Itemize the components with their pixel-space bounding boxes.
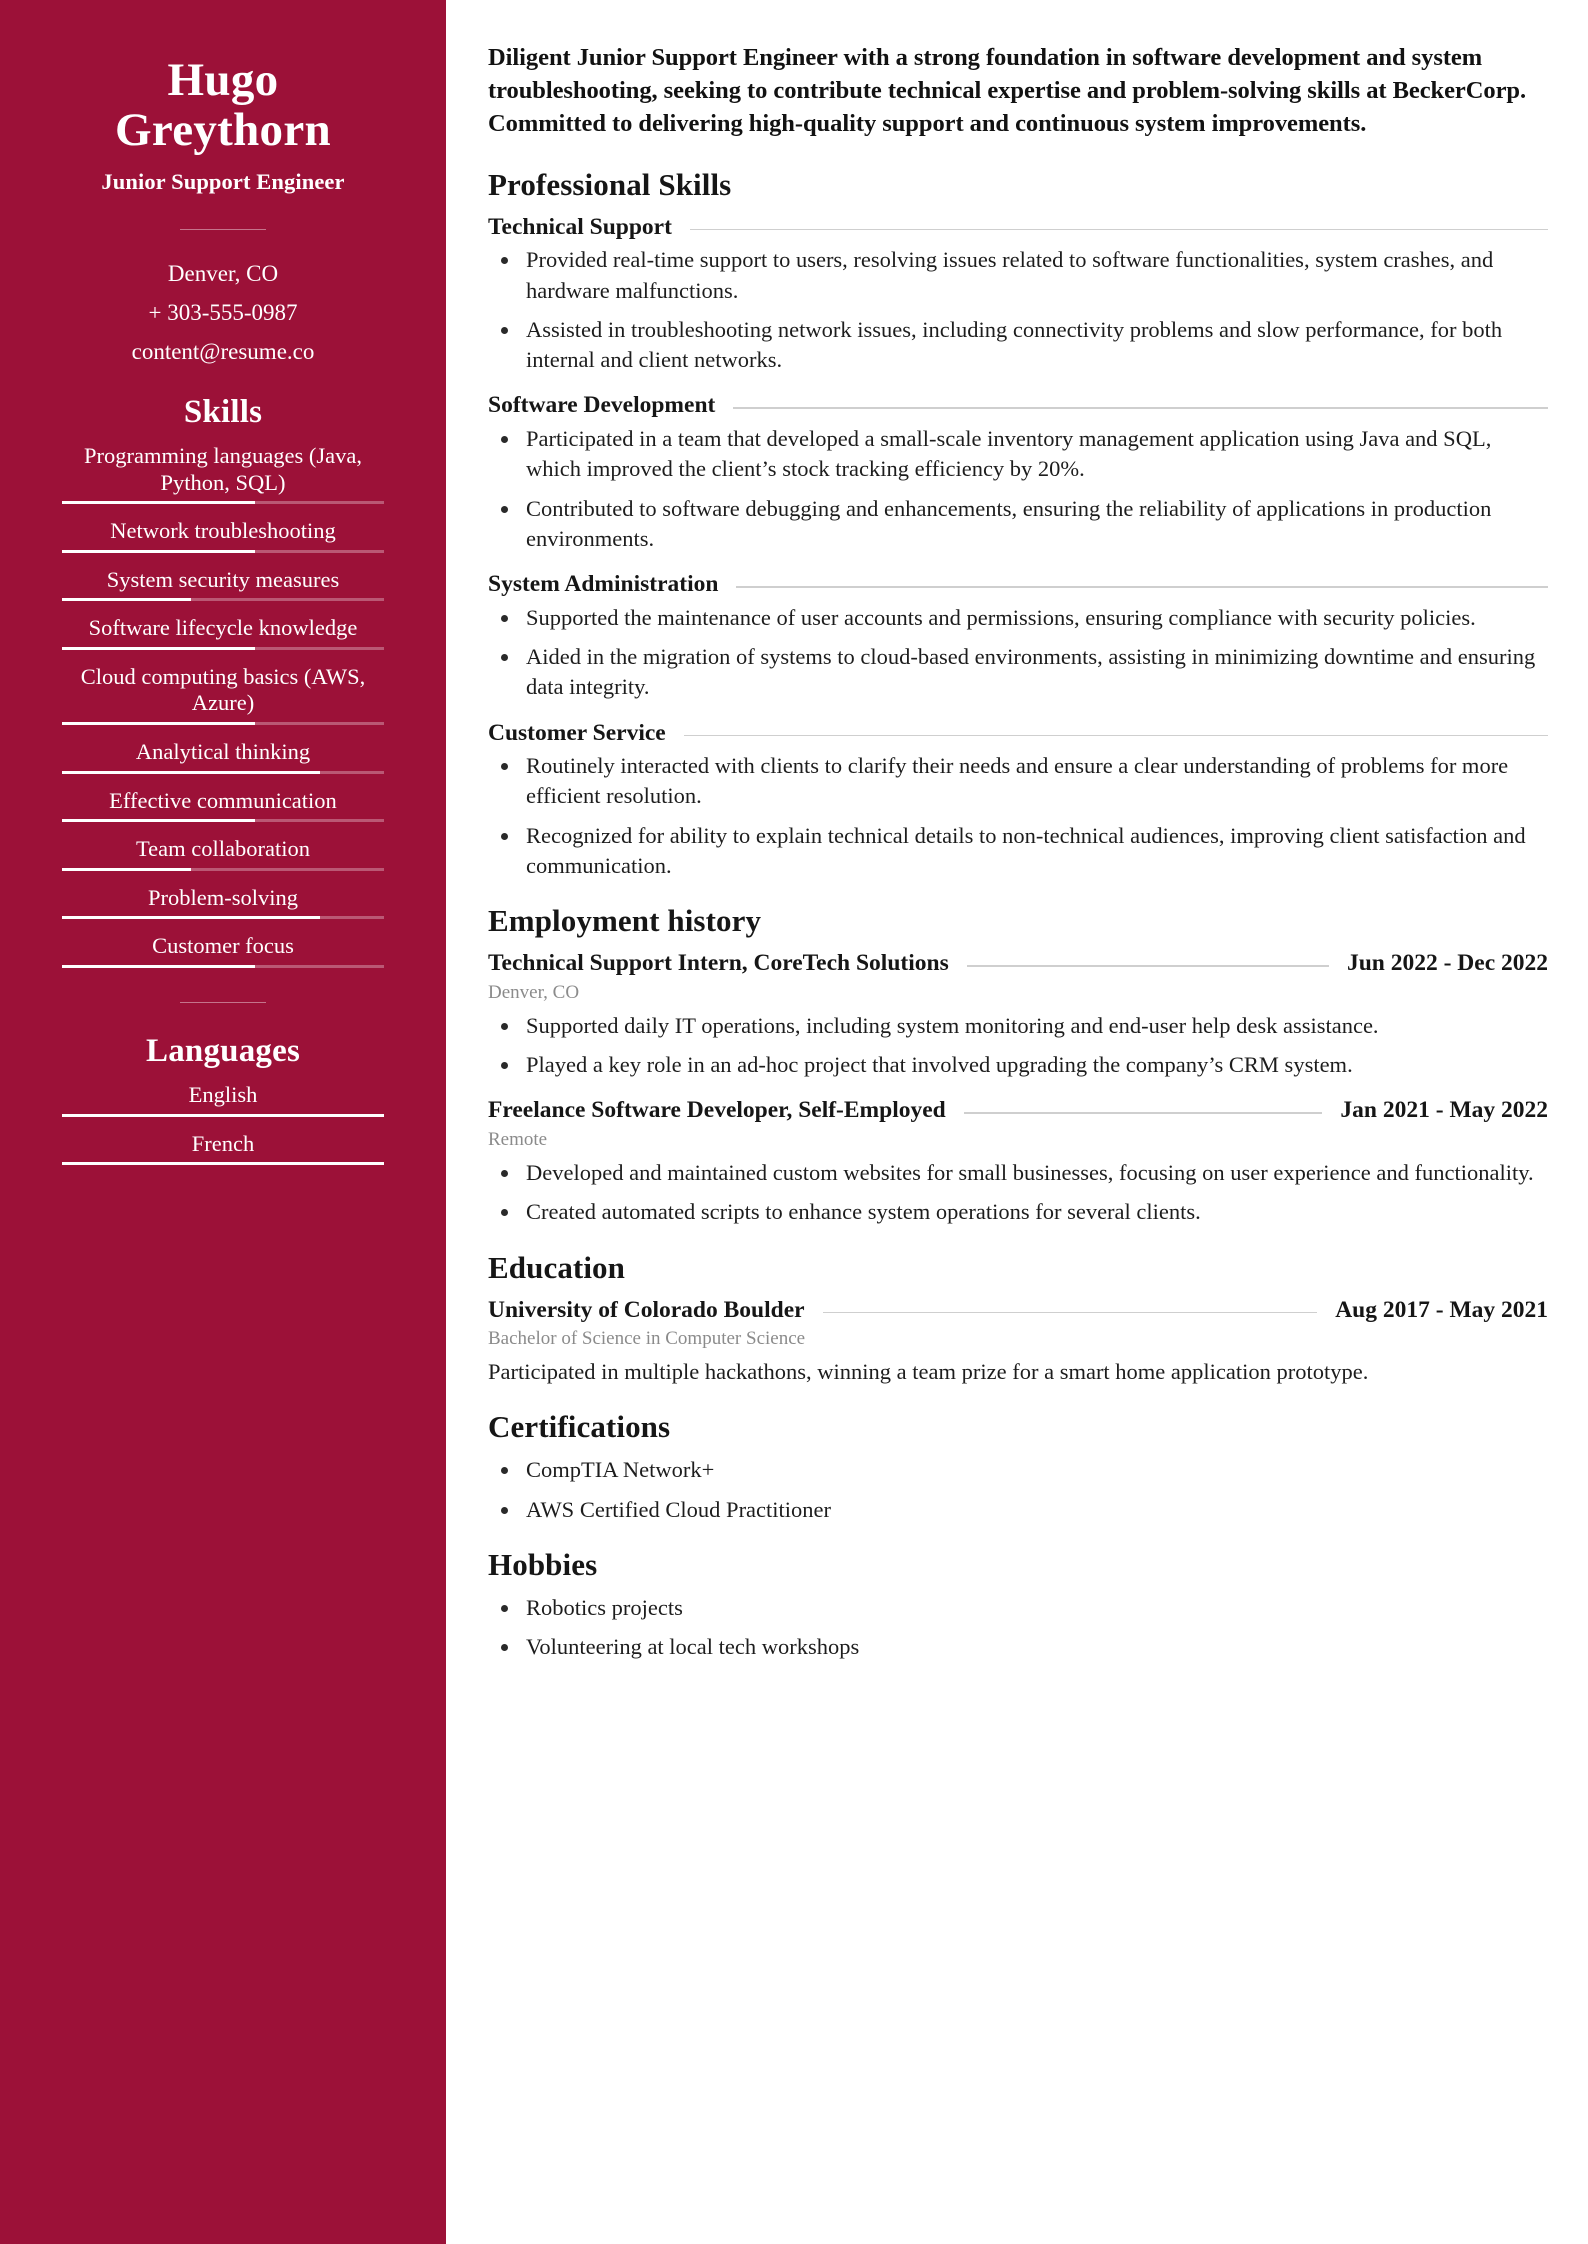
skill-label: Customer focus	[152, 933, 294, 959]
bullet-list	[488, 751, 1548, 881]
skill-label: Effective communication	[109, 787, 337, 813]
list-item: Participated in a team that developed a small-scale inventory management application using Java and SQL, which improved the client’s stock tracking efficiency by 20%.	[488, 424, 1548, 485]
job-location: Denver, CO	[488, 981, 580, 1003]
entry-rule	[690, 229, 1548, 231]
skill-rating-bar	[62, 965, 384, 968]
rating-bar-fill	[62, 1114, 384, 1117]
entry-rule	[967, 965, 1329, 967]
education-entry-header	[488, 1296, 1548, 1325]
list-item: Robotics projects	[488, 1593, 1548, 1623]
skill-rating-bar	[62, 722, 384, 725]
list-item	[62, 443, 384, 504]
entry-dates: Jun 2022 - Dec 2022	[1346, 950, 1548, 977]
bullet-list	[488, 424, 1548, 554]
entry-header	[488, 949, 1548, 978]
skill-label: Team collaboration	[136, 836, 310, 862]
skill-label: Network troubleshooting	[110, 518, 336, 544]
skill-rating-bar	[62, 868, 384, 871]
section-title-employment: Employment history	[488, 903, 762, 939]
entry-title: Technical Support Intern, CoreTech Solutions	[488, 950, 949, 977]
entry-rule	[684, 735, 1548, 737]
rating-bar-fill	[62, 598, 191, 601]
list-item	[62, 739, 384, 774]
entry-header	[488, 213, 1548, 242]
employment-list	[488, 949, 1548, 1227]
contact-block	[62, 260, 384, 366]
list-item	[62, 518, 384, 553]
rating-bar-fill	[62, 1162, 384, 1165]
entry-header	[488, 570, 1548, 599]
languages-divider	[180, 1002, 266, 1004]
entry-rule	[964, 1112, 1323, 1114]
list-item: Routinely interacted with clients to clarify their needs and ensure a clear understanding of problems for more efficient resolution.	[488, 751, 1548, 812]
section-title-hobbies: Hobbies	[488, 1546, 598, 1582]
skill-rating-bar	[62, 501, 384, 504]
education-description: Participated in multiple hackathons, winning a team prize for a smart home application prototype.	[488, 1359, 1369, 1385]
entry-rule	[736, 586, 1548, 588]
bullet-list	[488, 603, 1548, 703]
rating-bar-fill	[62, 868, 191, 871]
education-dates: Aug 2017 - May 2021	[1335, 1296, 1548, 1323]
candidate-job-title: Junior Support Engineer	[101, 168, 345, 194]
bullet-list	[488, 1011, 1548, 1081]
section-title-education: Education	[488, 1249, 625, 1285]
rating-bar-fill	[62, 647, 255, 650]
section-education	[488, 1250, 1548, 1388]
skill-label: Problem-solving	[148, 884, 298, 910]
list-item: Provided real-time support to users, resolving issues related to software functionalities, system crashes, and hardware malfunctions.	[488, 245, 1548, 306]
education-school: University of Colorado Boulder	[488, 1296, 805, 1323]
list-item: Recognized for ability to explain technical details to non-technical audiences, improving client satisfaction and communication.	[488, 821, 1548, 882]
header-divider	[180, 229, 266, 231]
list-item: Played a key role in an ad-hoc project that involved upgrading the company’s CRM system.	[488, 1050, 1548, 1080]
list-item: AWS Certified Cloud Practitioner	[488, 1495, 1548, 1525]
candidate-last-name: Greythorn	[115, 104, 331, 157]
skill-rating-bar	[62, 916, 384, 919]
rating-bar-fill	[62, 819, 255, 822]
list-item: Contributed to software debugging and enhancements, ensuring the reliability of applications in production environments.	[488, 494, 1548, 555]
section-professional-skills	[488, 167, 1548, 881]
bullet-list	[488, 1158, 1548, 1228]
skill-rating-bar	[62, 550, 384, 553]
list-item: Supported daily IT operations, including system monitoring and end-user help desk assistance.	[488, 1011, 1548, 1041]
certifications-list	[488, 1455, 1548, 1525]
main-content	[446, 0, 1588, 2244]
education-degree: Bachelor of Science in Computer Science	[488, 1328, 806, 1350]
sidebar-heading-languages: Languages	[145, 1033, 300, 1070]
list-item: Volunteering at local tech workshops	[488, 1632, 1548, 1662]
sidebar-heading-skills: Skills	[183, 394, 263, 431]
skills-list	[62, 443, 384, 968]
hobbies-list	[488, 1593, 1548, 1663]
section-title-professional-skills: Professional Skills	[488, 166, 732, 202]
rating-bar-fill	[62, 916, 320, 919]
language-rating-bar	[62, 1114, 384, 1117]
list-item: Supported the maintenance of user accounts and permissions, ensuring compliance with security policies.	[488, 603, 1548, 633]
skill-rating-bar	[62, 647, 384, 650]
list-item	[62, 664, 384, 725]
languages-list	[62, 1082, 384, 1165]
skill-label: System security measures	[106, 566, 340, 592]
section-title-certifications: Certifications	[488, 1409, 671, 1445]
list-item	[62, 1131, 384, 1166]
list-item: Developed and maintained custom websites for small businesses, focusing on user experience and functionality.	[488, 1158, 1548, 1188]
skill-label: Analytical thinking	[135, 739, 311, 765]
entry-rule	[733, 407, 1548, 409]
entry-header	[488, 1096, 1548, 1125]
list-item	[62, 836, 384, 871]
skill-rating-bar	[62, 771, 384, 774]
entry-dates: Jan 2021 - May 2022	[1340, 1097, 1548, 1124]
professional-summary: Diligent Junior Support Engineer with a strong foundation in software development and system troubleshooting, seeking to contribute technical expertise and problem-solving skills at BeckerCorp. Committed to delivering high-quality support and continuous system improvements.	[488, 44, 1527, 137]
candidate-first-name: Hugo	[167, 54, 279, 106]
job-location: Remote	[488, 1129, 548, 1150]
list-item: Created automated scripts to enhance system operations for several clients.	[488, 1197, 1548, 1227]
list-item	[62, 1082, 384, 1117]
language-label: English	[188, 1082, 258, 1108]
rating-bar-fill	[62, 501, 255, 504]
education-rule	[823, 1312, 1318, 1314]
entry-title: System Administration	[488, 571, 719, 598]
rating-bar-fill	[62, 771, 320, 774]
entry-title: Customer Service	[488, 719, 666, 746]
language-label: French	[191, 1130, 255, 1156]
section-certifications	[488, 1409, 1548, 1525]
skill-label: Software lifecycle knowledge	[88, 615, 358, 641]
contact-phone: + 303-555-0987	[148, 300, 298, 326]
section-employment-history	[488, 903, 1548, 1227]
list-item	[62, 615, 384, 650]
skill-label: Cloud computing basics (AWS, Azure)	[80, 663, 366, 716]
professional-skill-groups	[488, 213, 1548, 881]
rating-bar-fill	[62, 550, 255, 553]
entry-header	[488, 719, 1548, 748]
name-block	[62, 55, 384, 195]
sidebar	[0, 0, 446, 2244]
candidate-name	[62, 55, 384, 156]
skill-rating-bar	[62, 598, 384, 601]
list-item	[62, 788, 384, 823]
entry-header	[488, 391, 1548, 420]
rating-bar-fill	[62, 722, 255, 725]
list-item: Assisted in troubleshooting network issues, including connectivity problems and slow performance, for both internal and client networks.	[488, 315, 1548, 376]
contact-location: Denver, CO	[167, 261, 279, 287]
rating-bar-fill	[62, 965, 255, 968]
list-item: CompTIA Network+	[488, 1455, 1548, 1485]
language-rating-bar	[62, 1162, 384, 1165]
entry-title: Software Development	[488, 392, 716, 419]
list-item	[62, 933, 384, 968]
list-item	[62, 567, 384, 602]
skill-rating-bar	[62, 819, 384, 822]
section-hobbies	[488, 1547, 1548, 1663]
entry-title: Freelance Software Developer, Self-Employed	[488, 1097, 946, 1124]
entry-title: Technical Support	[488, 213, 672, 240]
contact-email: content@resume.co	[131, 339, 315, 365]
list-item	[62, 885, 384, 920]
skill-label: Programming languages (Java, Python, SQL)	[83, 443, 363, 495]
bullet-list	[488, 245, 1548, 375]
list-item: Aided in the migration of systems to cloud-based environments, assisting in minimizing downtime and ensuring data integrity.	[488, 642, 1548, 703]
